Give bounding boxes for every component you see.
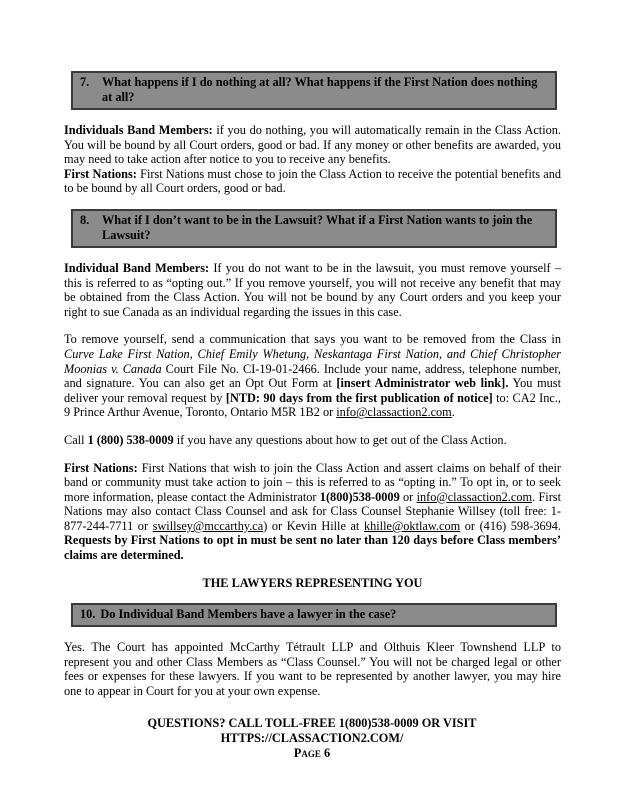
text-run: or (416) 598-3694.	[460, 518, 561, 533]
text-run: ) or Kevin Hille at	[263, 518, 364, 533]
email-link[interactable]: swillsey@mccarthy.ca	[152, 518, 264, 533]
text-run: if you do nothing, you will automatically remain in the Class Action. You will be bound by all Court orders, good or bad. If any money or other benefits are awarded, you may need to take action after notice to you to receive any benefits.	[64, 123, 561, 167]
text-run: Individuals Band Members:	[64, 123, 213, 137]
page-content	[64, 71, 561, 712]
paragraph-remove-yourself	[64, 332, 561, 420]
question-box-8	[71, 209, 557, 248]
text-run: To remove yourself, send a communication that says you want to be removed from the Class in	[64, 332, 561, 347]
email-link[interactable]: info@classaction2.com	[416, 489, 533, 504]
footer-url: HTTPS://CLASSACTION2.COM/	[220, 730, 404, 745]
text-run: First Nations must chose to join the Class Action to receive the potential benefits and to be bound by all Court orders, good or bad.	[64, 166, 561, 196]
text-run: Court File No. CI-19-01-2466. Include your name, address, telephone number, and signature. You can also get an Opt Out Form at	[64, 361, 561, 391]
text-run: or	[399, 489, 417, 504]
email-link[interactable]: info@classaction2.com	[336, 405, 452, 420]
paragraph-opting-in	[64, 461, 561, 563]
question-number: 8.	[80, 212, 90, 227]
email-link[interactable]: khille@oktlaw.com	[363, 518, 461, 533]
paragraph-call-number	[64, 433, 561, 448]
paragraph-do-nothing-first-nations	[64, 167, 561, 196]
text-run: First Nations:	[64, 460, 138, 475]
question-box-7	[71, 71, 557, 110]
text-run: [NTD: 90 days from the first publication of notice]	[225, 390, 493, 405]
text-run: to: CA2 Inc., 9 Prince Arthur Avenue, Toronto, Ontario M5R 1B2 or	[64, 390, 561, 420]
text-run: Yes. The Court has appointed McCarthy Tétrault LLP and Olthuis Kleer Townshend LLP to represent you and other Class Members as “Class Counsel.” You will not be charged legal or other fees or expenses for these lawyers. If you want to be represented by another lawyer, you may hire one to appear in Court for you at your own expense.	[64, 640, 561, 699]
page-footer	[0, 716, 624, 760]
paragraph-lawyer-answer	[64, 640, 561, 698]
text-run: Curve Lake First Nation, Chief Emily Whetung, Neskantaga First Nation, and Chief Christopher Moonias v. Canada	[64, 346, 561, 376]
text-run: You must deliver your removal request by	[64, 376, 561, 405]
paragraph-do-nothing-individuals	[64, 123, 561, 167]
question-text: What if I don’t want to be in the Lawsuit? What if a First Nation wants to join the Lawsuit?	[102, 212, 533, 242]
question-text: Do Individual Band Members have a lawyer in the case?	[100, 607, 397, 622]
text-run: First Nations:	[64, 166, 137, 181]
text-run: 1(800)538-0009	[319, 489, 400, 504]
question-text: What happens if I do nothing at all? What happens if the First Nation does nothing at all?	[102, 75, 538, 104]
paragraph-opting-out	[64, 261, 561, 319]
text-run: First Nations that wish to join the Class Action and assert claims on behalf of their band or community must take action to join – this is referred to as “opting in.” To opt in, or to seek more information, please contact the Administrator	[64, 460, 561, 504]
text-run: [insert Administrator web link].	[336, 376, 509, 391]
text-run: 1 (800) 538-0009	[87, 432, 174, 447]
text-run: if you have any questions about how to get out of the Class Action.	[173, 432, 507, 447]
question-box-10	[71, 603, 557, 627]
footer-questions-line: QUESTIONS? CALL TOLL-FREE 1(800)538-0009 OR VISIT	[147, 716, 477, 730]
question-number: 10.	[80, 607, 96, 622]
section-heading-lawyers: THE LAWYERS REPRESENTING YOU	[202, 575, 423, 590]
footer-page-number: Page 6	[293, 745, 331, 760]
text-run: .	[451, 405, 455, 420]
text-run: . First Nations may also contact Class Counsel and ask for Class Counsel Stephanie Willsey (toll free: 1-877-244-7711 or	[64, 489, 561, 533]
question-number: 7.	[80, 75, 90, 89]
text-run: Requests by First Nations to opt in must be sent no later than 120 days before Class members’ claims are determined.	[64, 533, 561, 563]
text-run: Call	[64, 432, 88, 447]
text-run: Individual Band Members:	[64, 260, 210, 275]
text-run: If you do not want to be in the lawsuit, you must remove yourself – this is referred to as “opting out.” If you remove yourself, you will not receive any benefit that may be obtained from the Class Action. You will not be bound by any Court orders and you keep your right to sue Canada as an individual regarding the issues in this case.	[64, 260, 561, 319]
